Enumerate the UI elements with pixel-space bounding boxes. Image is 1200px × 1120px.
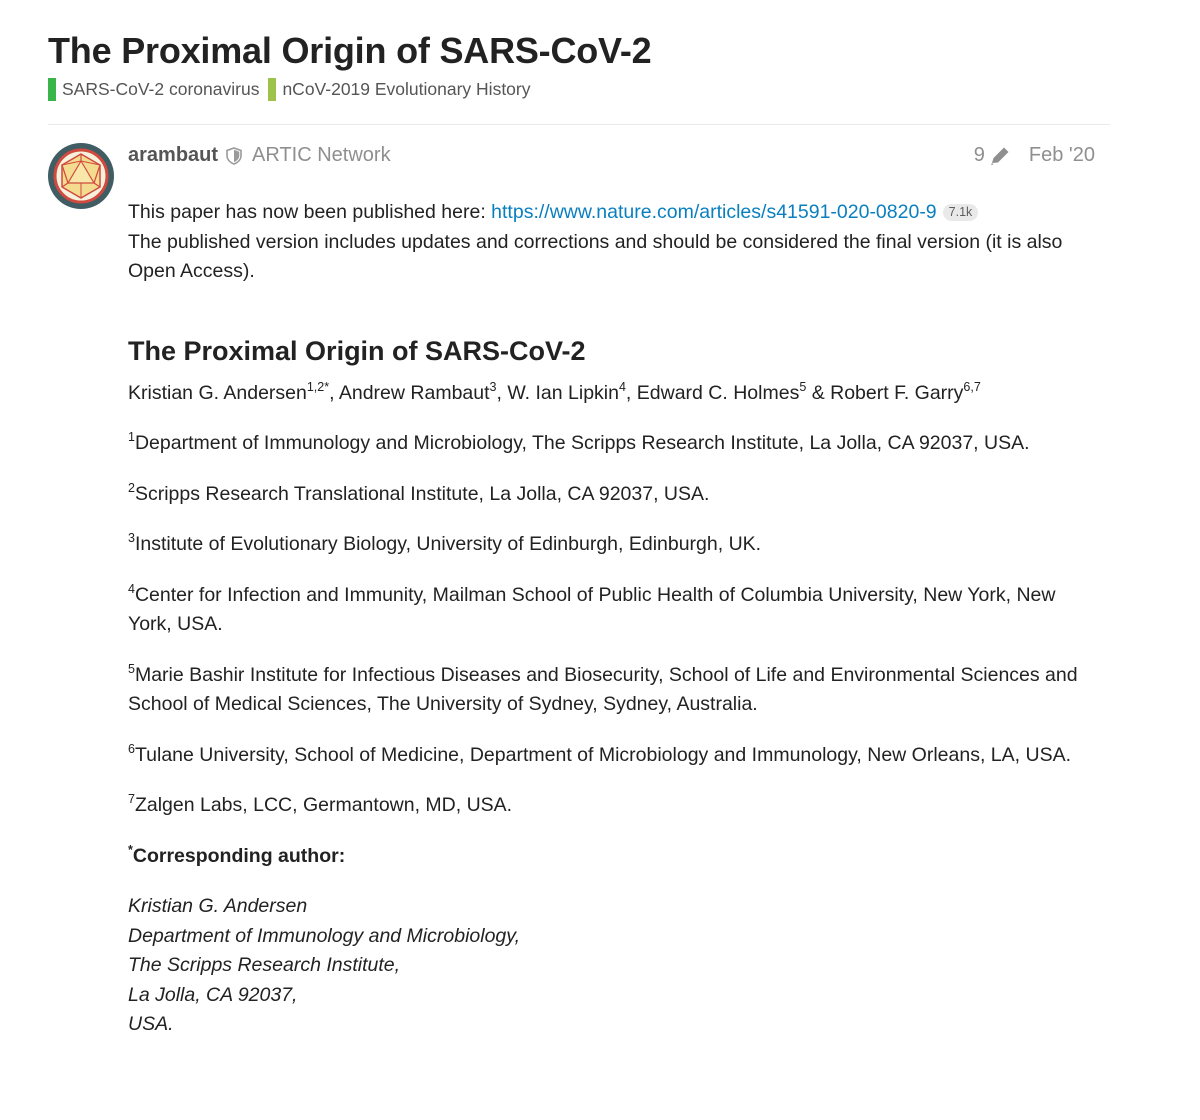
author-affiliation-sup: 4 [618, 379, 626, 394]
affiliation-3 [128, 530, 1103, 560]
affiliation-number: 6 [128, 741, 135, 756]
post-body [128, 198, 1103, 1040]
affiliation-7 [128, 791, 1103, 821]
author-affiliation-sup: 3 [489, 379, 497, 394]
affiliation-number: 5 [128, 661, 135, 676]
author-name: Kristian G. Andersen [128, 381, 307, 404]
shield-icon [226, 147, 242, 165]
pencil-icon[interactable] [989, 146, 1011, 166]
post-info [974, 144, 1095, 167]
author-affiliation-sup: 5 [799, 379, 807, 394]
link-click-count-badge: 7.1k [943, 204, 979, 221]
category-label: nCoV-2019 Evolutionary History [282, 79, 531, 99]
topic-title[interactable]: The Proximal Origin of SARS-CoV-2 [48, 30, 652, 71]
author-separator: , [625, 381, 637, 404]
corresponding-address [128, 892, 1103, 1040]
author-affiliation-sup: 6,7 [963, 379, 981, 394]
post-author-meta [128, 144, 391, 167]
post-date[interactable]: Feb '20 [1028, 144, 1095, 166]
affiliation-text: Institute of Evolutionary Biology, University of Edinburgh, Edinburgh, UK. [134, 533, 762, 555]
affiliation-2 [128, 480, 1103, 510]
affiliation-number: 2 [128, 480, 135, 495]
affiliation-number: 4 [128, 581, 135, 596]
nature-article-link[interactable]: https://www.nature.com/articles/s41591-020-0820-9 [491, 201, 937, 223]
affiliation-1 [128, 429, 1103, 459]
affiliation-text: Center for Infection and Immunity, Mailman School of Public Health of Columbia University, New York, New York, USA. [128, 583, 1056, 635]
address-line: The Scripps Research Institute, [128, 954, 401, 976]
affiliation-6 [128, 741, 1103, 771]
author-separator: , [329, 381, 339, 404]
author-name: Andrew Rambaut [338, 381, 490, 404]
category-sars-cov-2-coronavirus[interactable] [48, 78, 259, 101]
author-separator: & [806, 381, 831, 404]
author-name: Edward C. Holmes [636, 381, 800, 404]
published-note: The published version includes updates and corrections and should be considered the final version (it is also Open Access). [128, 230, 1063, 282]
topic-divider [48, 124, 1110, 125]
affiliation-number: 1 [128, 430, 135, 444]
category-color-swatch [268, 78, 276, 101]
affiliation-number: 3 [128, 531, 135, 545]
affiliation-4 [128, 581, 1103, 640]
category-color-swatch [48, 78, 56, 101]
edit-count[interactable]: 9 [973, 144, 985, 166]
affiliation-text: Department of Immunology and Microbiology, The Scripps Research Institute, La Jolla, CA 92037, USA. [134, 432, 1030, 454]
author-name: Robert F. Garry [830, 381, 964, 404]
corresponding-label: Corresponding author: [132, 844, 346, 867]
author-name: W. Ian Lipkin [507, 381, 619, 404]
affiliation-text: Marie Bashir Institute for Infectious Diseases and Biosecurity, School of Life and Environmental Sciences and School of Medical Sciences, The University of Sydney, Sydney, Australia. [128, 663, 1078, 715]
avatar[interactable] [48, 143, 114, 209]
address-line: Department of Immunology and Microbiology, [128, 924, 520, 947]
category-label: SARS-CoV-2 coronavirus [62, 79, 260, 99]
address-line: USA. [128, 1013, 174, 1035]
author-list [128, 379, 1103, 409]
affiliation-text: Tulane University, School of Medicine, Department of Microbiology and Immunology, New Orleans, LA, USA. [134, 743, 1072, 766]
corresponding-mark: * [128, 842, 133, 857]
author-affiliation-sup: 1,2* [306, 379, 330, 394]
address-line: Kristian G. Andersen [128, 895, 308, 917]
intro-text: This paper has now been published here: [128, 201, 492, 223]
category-ncov-2019-evolutionary-history[interactable] [268, 78, 530, 101]
post-intro [128, 198, 1103, 287]
corresponding-author-heading [128, 842, 1103, 872]
affiliation-5 [128, 661, 1103, 720]
paper-title: The Proximal Origin of SARS-CoV-2 [128, 335, 586, 366]
author-separator: , [496, 381, 508, 404]
affiliation-text: Zalgen Labs, LCC, Germantown, MD, USA. [134, 794, 513, 816]
affiliation-number: 7 [128, 792, 135, 806]
category-breadcrumb [48, 78, 540, 101]
affiliation-text: Scripps Research Translational Institute, La Jolla, CA 92037, USA. [134, 482, 710, 505]
address-line: La Jolla, CA 92037, [128, 983, 298, 1006]
user-group-link[interactable]: ARTIC Network [252, 144, 391, 166]
username-link[interactable]: arambaut [128, 144, 219, 166]
